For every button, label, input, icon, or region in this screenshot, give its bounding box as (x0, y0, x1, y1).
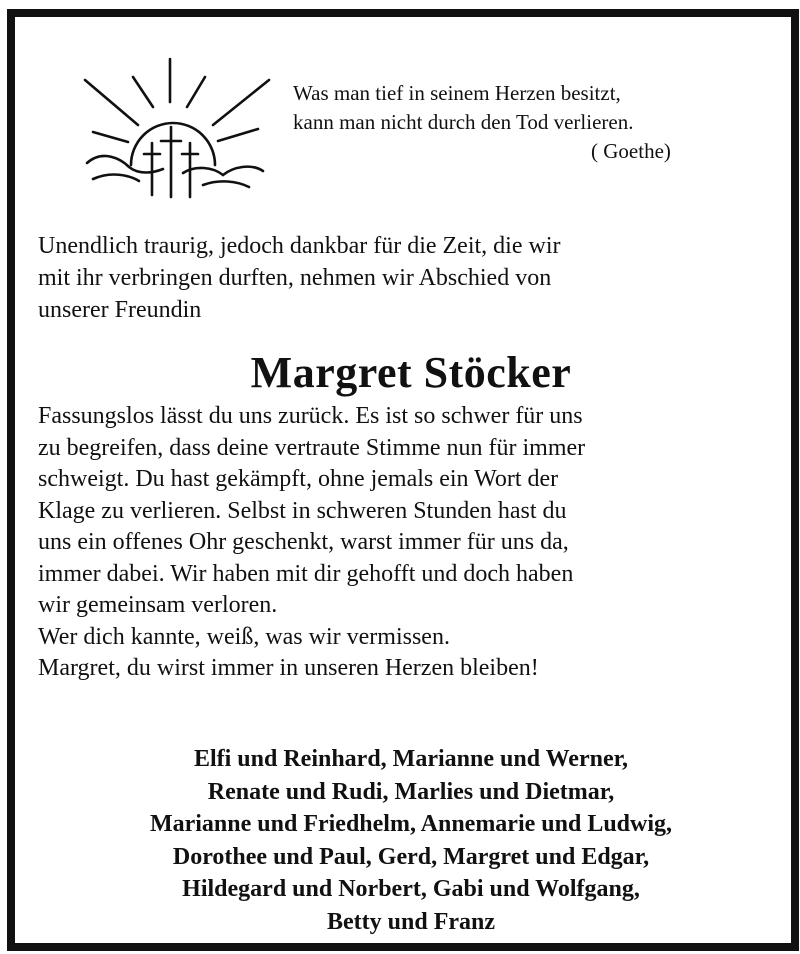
intro-line: unserer Freundin (38, 297, 202, 323)
body-line: uns ein offenes Ohr geschenkt, warst immer für uns da, (38, 529, 569, 555)
signer-line: Elfi und Reinhard, Marianne und Werner, (193, 746, 629, 772)
intro-line: mit ihr verbringen durften, nehmen wir Abschied von (38, 265, 552, 291)
signer-line: Marianne und Friedhelm, Annemarie und Ludwig, (149, 811, 673, 837)
body-line: Klage zu verlieren. Selbst in schweren Stunden hast du (38, 497, 567, 524)
quote-line-1: Was man tief in seinem Herzen besitzt, (293, 81, 621, 105)
body-line: Margret, du wirst immer in unseren Herzen bleiben! (38, 655, 539, 681)
signers-list (15, 743, 800, 938)
body-text (38, 401, 783, 685)
quote-author: ( Goethe) (591, 139, 671, 163)
signer-line: Hildegard und Norbert, Gabi und Wolfgang, (182, 876, 640, 902)
signer-line: Betty und Franz (327, 908, 495, 935)
deceased-name: Margret Stöcker (250, 348, 572, 397)
intro-text (38, 230, 778, 326)
body-line: wir gemeinsam verloren. (38, 592, 278, 618)
obituary-frame (7, 9, 799, 951)
signer-line: Renate und Rudi, Marlies und Dietmar, (207, 778, 615, 805)
quote-line-2: kann man nicht durch den Tod verlieren. (293, 110, 634, 134)
intro-line: Unendlich traurig, jedoch dankbar für die Zeit, die wir (38, 233, 561, 259)
body-line: zu begreifen, dass deine vertraute Stimme nun für immer (38, 434, 586, 461)
signer-line: Dorothee und Paul, Gerd, Margret und Edgar, (172, 843, 650, 870)
body-line: Wer dich kannte, weiß, was wir vermissen. (38, 623, 450, 650)
body-line: immer dabei. Wir haben mit dir gehofft und doch haben (38, 560, 574, 587)
goethe-quote (293, 79, 773, 166)
body-line: schweigt. Du hast gekämpft, ohne jemals ein Wort der (38, 466, 559, 492)
body-line: Fassungslos lässt du uns zurück. Es ist so schwer für uns (38, 403, 583, 429)
sun-crosses-icon (73, 47, 273, 205)
